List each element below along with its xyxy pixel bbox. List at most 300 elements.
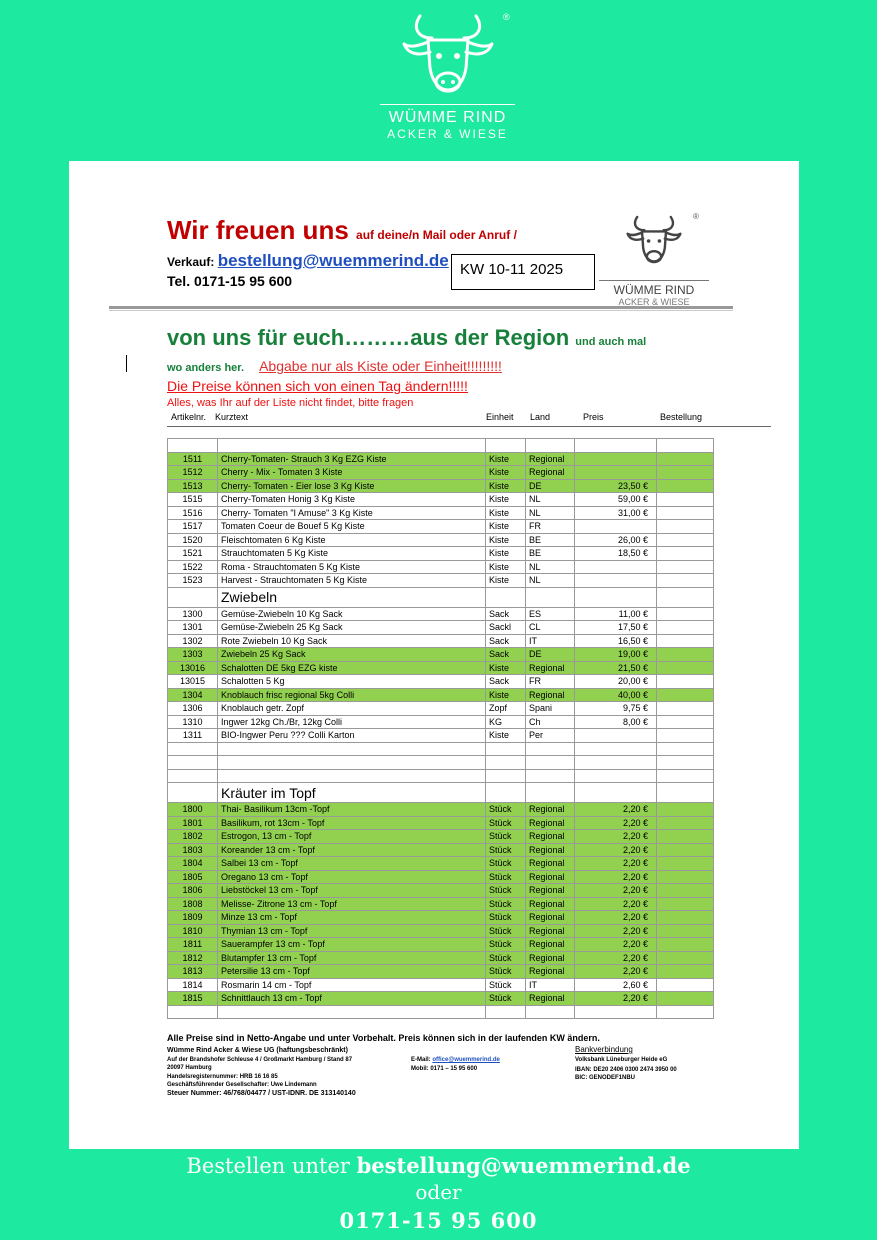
item-origin: Regional	[526, 803, 575, 817]
article-number: 1516	[168, 506, 218, 520]
registered-mark: ®	[503, 12, 510, 22]
item-price: 2,20 €	[575, 951, 657, 965]
item-origin: DE	[526, 479, 575, 493]
table-cell	[486, 1005, 526, 1019]
item-unit: Kiste	[486, 452, 526, 466]
item-origin: Spani	[526, 702, 575, 716]
table-cell[interactable]	[657, 1005, 714, 1019]
item-origin: Regional	[526, 661, 575, 675]
item-price: 2,60 €	[575, 978, 657, 992]
table-cell	[657, 587, 714, 607]
item-origin: Regional	[526, 938, 575, 952]
order-or: oder	[415, 1180, 462, 1204]
item-description: Petersilie 13 cm - Topf	[218, 965, 486, 979]
slogan-line2	[167, 358, 502, 374]
article-number: 1304	[168, 688, 218, 702]
order-quantity-cell[interactable]	[657, 978, 714, 992]
item-description: Thai- Basilikum 13cm -Topf	[218, 803, 486, 817]
table-row	[168, 803, 714, 817]
registered-mark-inline: ®	[693, 212, 699, 221]
order-quantity-cell[interactable]	[657, 843, 714, 857]
item-description: Rosmarin 14 cm - Topf	[218, 978, 486, 992]
price-table-body	[168, 439, 714, 1019]
order-prefix: Bestellen unter	[186, 1154, 350, 1178]
item-description: Knoblauch frisc regional 5kg Colli	[218, 688, 486, 702]
article-number: 1520	[168, 533, 218, 547]
item-unit: Kiste	[486, 661, 526, 675]
item-origin: Regional	[526, 870, 575, 884]
item-origin: Ch	[526, 715, 575, 729]
item-description: Blutampfer 13 cm - Topf	[218, 951, 486, 965]
item-description: Gemüse-Zwiebeln 10 Kg Sack	[218, 607, 486, 621]
table-cell	[486, 783, 526, 803]
article-number: 1513	[168, 479, 218, 493]
item-unit: Zopf	[486, 702, 526, 716]
article-number: 1515	[168, 493, 218, 507]
item-origin: ES	[526, 607, 575, 621]
table-row	[168, 493, 714, 507]
item-description: Thymian 13 cm - Topf	[218, 924, 486, 938]
item-price: 21,50 €	[575, 661, 657, 675]
order-quantity-cell[interactable]	[657, 520, 714, 534]
order-quantity-cell[interactable]	[657, 479, 714, 493]
item-description: Salbei 13 cm - Topf	[218, 857, 486, 871]
item-description: Estrogon, 13 cm - Topf	[218, 830, 486, 844]
order-quantity-cell[interactable]	[657, 951, 714, 965]
item-unit: Stück	[486, 870, 526, 884]
item-origin: Regional	[526, 965, 575, 979]
table-cell	[526, 439, 575, 453]
table-cell	[486, 587, 526, 607]
article-number: 1303	[168, 648, 218, 662]
item-price: 8,00 €	[575, 715, 657, 729]
item-price	[575, 452, 657, 466]
table-cell[interactable]	[657, 439, 714, 453]
company-address: Auf der Brandshofer Schleuse 4 / Großmarkt Hamburg / Stand 87	[167, 1056, 353, 1063]
table-row	[168, 688, 714, 702]
table-row	[168, 992, 714, 1006]
article-number: 1809	[168, 911, 218, 925]
order-quantity-cell[interactable]	[657, 607, 714, 621]
item-price: 11,00 €	[575, 607, 657, 621]
item-origin: NL	[526, 574, 575, 588]
table-cell	[486, 439, 526, 453]
article-number: 1813	[168, 965, 218, 979]
item-origin: IT	[526, 978, 575, 992]
article-number: 1301	[168, 621, 218, 635]
item-price	[575, 560, 657, 574]
order-quantity-cell[interactable]	[657, 992, 714, 1006]
article-number: 1311	[168, 729, 218, 743]
order-quantity-cell[interactable]	[657, 574, 714, 588]
item-price: 2,20 €	[575, 992, 657, 1006]
item-price: 31,00 €	[575, 506, 657, 520]
article-number: 1810	[168, 924, 218, 938]
table-cell	[526, 783, 575, 803]
item-description: Sauerampfer 13 cm - Topf	[218, 938, 486, 952]
item-unit: Sack	[486, 607, 526, 621]
table-cell	[168, 756, 218, 770]
table-row	[168, 924, 714, 938]
title-sub: auf deine/n Mail oder Anruf /	[356, 228, 517, 242]
item-description: Cherry- Tomaten - Eier lose 3 Kg Kiste	[218, 479, 486, 493]
col-land: Land	[530, 412, 551, 422]
order-quantity-cell[interactable]	[657, 466, 714, 480]
article-number: 1811	[168, 938, 218, 952]
company-city: 20097 Hamburg	[167, 1065, 212, 1071]
item-price: 2,20 €	[575, 911, 657, 925]
article-number: 1523	[168, 574, 218, 588]
item-origin: Per	[526, 729, 575, 743]
item-origin: NL	[526, 560, 575, 574]
text-cursor	[126, 355, 127, 372]
item-unit: Stück	[486, 911, 526, 925]
table-row	[168, 965, 714, 979]
order-quantity-cell[interactable]	[657, 506, 714, 520]
cow-head-icon	[398, 10, 498, 102]
item-description: BIO-Ingwer Peru ??? Colli Karton	[218, 729, 486, 743]
order-quantity-cell[interactable]	[657, 661, 714, 675]
item-price: 23,50 €	[575, 479, 657, 493]
company-hrb: Handelsregisternummer: HRB 16 16 85	[167, 1073, 278, 1080]
table-cell[interactable]	[657, 769, 714, 783]
item-description: Cherry- Tomaten "I Amuse" 3 Kg Kiste	[218, 506, 486, 520]
mobile-number: Mobil: 0171 – 15 95 600	[411, 1065, 478, 1072]
table-row	[168, 729, 714, 743]
brand-subtitle-inline: ACKER & WIESE	[618, 297, 690, 305]
table-row	[168, 547, 714, 561]
item-origin: Regional	[526, 924, 575, 938]
article-number: 1302	[168, 634, 218, 648]
item-description: Ingwer 12kg Ch./Br, 12kg Colli	[218, 715, 486, 729]
item-unit: Stück	[486, 924, 526, 938]
item-unit: Stück	[486, 843, 526, 857]
table-row	[168, 715, 714, 729]
item-price: 2,20 €	[575, 897, 657, 911]
article-number: 1517	[168, 520, 218, 534]
article-number: 1805	[168, 870, 218, 884]
item-unit: Kiste	[486, 560, 526, 574]
brand-logo-top	[380, 10, 515, 150]
item-description: Liebstöckel 13 cm - Topf	[218, 884, 486, 898]
empty-row	[168, 769, 714, 783]
table-row	[168, 479, 714, 493]
item-price: 2,20 €	[575, 938, 657, 952]
header-divider	[109, 306, 733, 309]
slogan-sub: und auch mal	[575, 336, 647, 348]
item-unit: Stück	[486, 951, 526, 965]
table-cell[interactable]	[657, 742, 714, 756]
table-row	[168, 533, 714, 547]
item-origin: Regional	[526, 857, 575, 871]
order-email-link[interactable]: bestellung@wuemmerind.de	[217, 251, 449, 270]
article-number: 1310	[168, 715, 218, 729]
order-quantity-cell[interactable]	[657, 493, 714, 507]
order-quantity-cell[interactable]	[657, 924, 714, 938]
article-number: 1511	[168, 452, 218, 466]
table-row	[168, 870, 714, 884]
email-label: E-Mail:	[411, 1057, 431, 1063]
item-origin: NL	[526, 493, 575, 507]
title-main: Wir freuen uns	[167, 215, 349, 245]
item-unit: Kiste	[486, 520, 526, 534]
article-number: 13015	[168, 675, 218, 689]
item-description: Melisse- Zitrone 13 cm - Topf	[218, 897, 486, 911]
table-cell	[218, 769, 486, 783]
article-number: 1522	[168, 560, 218, 574]
item-origin: Regional	[526, 897, 575, 911]
col-einheit: Einheit	[486, 412, 514, 422]
table-row	[168, 897, 714, 911]
wo-anders-text: wo anders her.	[167, 362, 245, 374]
company-name: Wümme Rind Acker & Wiese UG (haftungsbeschränkt)	[167, 1047, 348, 1054]
item-unit: Stück	[486, 884, 526, 898]
article-number: 1802	[168, 830, 218, 844]
order-quantity-cell[interactable]	[657, 911, 714, 925]
section-title: Zwiebeln	[218, 587, 486, 607]
article-number: 1800	[168, 803, 218, 817]
item-price: 2,20 €	[575, 924, 657, 938]
section-header-row	[168, 783, 714, 803]
sales-contact	[167, 251, 449, 271]
table-row	[168, 621, 714, 635]
item-price: 19,00 €	[575, 648, 657, 662]
table-row	[168, 702, 714, 716]
table-row	[168, 661, 714, 675]
item-price: 2,20 €	[575, 857, 657, 871]
item-description: Roma - Strauchtomaten 5 Kg Kiste	[218, 560, 486, 574]
order-quantity-cell[interactable]	[657, 547, 714, 561]
table-row	[168, 938, 714, 952]
item-origin: BE	[526, 533, 575, 547]
order-quantity-cell[interactable]	[657, 634, 714, 648]
article-number: 1521	[168, 547, 218, 561]
item-origin: Regional	[526, 688, 575, 702]
item-origin: CL	[526, 621, 575, 635]
table-cell	[575, 439, 657, 453]
order-quantity-cell[interactable]	[657, 897, 714, 911]
table-cell	[575, 587, 657, 607]
table-cell	[218, 742, 486, 756]
brand-name-inline: WÜMME RIND	[599, 280, 709, 297]
table-row	[168, 466, 714, 480]
item-description: Cherry-Tomaten Honig 3 Kg Kiste	[218, 493, 486, 507]
footer-company-block	[167, 1047, 356, 1098]
order-quantity-cell[interactable]	[657, 830, 714, 844]
table-cell	[575, 756, 657, 770]
table-cell	[486, 756, 526, 770]
article-number: 1801	[168, 816, 218, 830]
item-description: Schalotten 5 Kg	[218, 675, 486, 689]
table-cell	[486, 742, 526, 756]
order-quantity-cell[interactable]	[657, 938, 714, 952]
bank-name: Volksbank Lüneburger Heide eG	[575, 1057, 668, 1063]
item-price: 9,75 €	[575, 702, 657, 716]
item-unit: Sack	[486, 634, 526, 648]
price-list-document	[69, 161, 799, 1149]
item-origin: FR	[526, 675, 575, 689]
order-quantity-cell[interactable]	[657, 816, 714, 830]
item-origin: Regional	[526, 466, 575, 480]
item-price	[575, 574, 657, 588]
section-title: Kräuter im Topf	[218, 783, 486, 803]
item-origin: Regional	[526, 911, 575, 925]
footer-bank-block	[575, 1056, 677, 1083]
company-tax: Steuer Nummer: 46/768/04477 / UST-IDNR. DE 313140140	[167, 1089, 356, 1097]
item-description: Koreander 13 cm - Topf	[218, 843, 486, 857]
item-unit: Stück	[486, 992, 526, 1006]
table-row	[168, 884, 714, 898]
item-price: 2,20 €	[575, 843, 657, 857]
order-quantity-cell[interactable]	[657, 729, 714, 743]
item-price: 59,00 €	[575, 493, 657, 507]
order-quantity-cell[interactable]	[657, 870, 714, 884]
footer-disclaimer: Alle Preise sind in Netto-Angabe und unter Vorbehalt. Preis können sich in der laufenden KW ändern.	[167, 1033, 600, 1043]
price-change-note: Die Preise können sich von einen Tag ändern!!!!!	[167, 378, 468, 394]
order-quantity-cell[interactable]	[657, 884, 714, 898]
item-price	[575, 466, 657, 480]
table-row	[168, 857, 714, 871]
item-unit: Stück	[486, 965, 526, 979]
order-quantity-cell[interactable]	[657, 560, 714, 574]
order-quantity-cell[interactable]	[657, 675, 714, 689]
table-row	[168, 648, 714, 662]
empty-row	[168, 742, 714, 756]
item-unit: Kiste	[486, 547, 526, 561]
item-price	[575, 520, 657, 534]
table-cell	[526, 769, 575, 783]
order-phone[interactable]: 0171-15 95 600	[339, 1208, 538, 1233]
bank-bic: BIC: GENODEF1NBU	[575, 1075, 636, 1081]
office-email-link[interactable]: office@wuemmerind.de	[432, 1057, 500, 1063]
article-number: 1804	[168, 857, 218, 871]
footer-contact-block	[411, 1056, 500, 1073]
item-description: Basilikum, rot 13cm - Topf	[218, 816, 486, 830]
section-header-row	[168, 587, 714, 607]
order-quantity-cell[interactable]	[657, 533, 714, 547]
table-row	[168, 830, 714, 844]
table-row	[168, 978, 714, 992]
item-description: Zwiebeln 25 Kg Sack	[218, 648, 486, 662]
table-cell	[168, 783, 218, 803]
item-price: 2,20 €	[575, 965, 657, 979]
table-row	[168, 634, 714, 648]
order-quantity-cell[interactable]	[657, 452, 714, 466]
item-origin: DE	[526, 648, 575, 662]
item-description: Rote Zwiebeln 10 Kg Sack	[218, 634, 486, 648]
table-row	[168, 951, 714, 965]
company-gf: Geschäftsführender Gesellschafter: Uwe Lindemann	[167, 1082, 317, 1088]
item-origin: IT	[526, 634, 575, 648]
empty-row	[168, 756, 714, 770]
item-origin: NL	[526, 506, 575, 520]
verkauf-label: Verkauf:	[167, 255, 215, 269]
item-description: Gemüse-Zwiebeln 25 Kg Sack	[218, 621, 486, 635]
item-price: 18,50 €	[575, 547, 657, 561]
item-unit: Kiste	[486, 506, 526, 520]
item-description: Fleischtomaten 6 Kg Kiste	[218, 533, 486, 547]
item-description: Schalotten DE 5kg EZG kiste	[218, 661, 486, 675]
table-cell	[168, 587, 218, 607]
table-cell	[168, 439, 218, 453]
item-unit: KG	[486, 715, 526, 729]
item-unit: Kiste	[486, 479, 526, 493]
table-row	[168, 520, 714, 534]
item-unit: Stück	[486, 803, 526, 817]
item-description: Knoblauch getr. Zopf	[218, 702, 486, 716]
header-divider-shadow	[109, 310, 733, 311]
item-origin: Regional	[526, 951, 575, 965]
item-origin: BE	[526, 547, 575, 561]
table-cell	[575, 1005, 657, 1019]
slogan	[167, 325, 646, 351]
brand-name: WÜMME RIND	[380, 104, 515, 127]
article-number: 1814	[168, 978, 218, 992]
table-cell	[526, 756, 575, 770]
order-quantity-cell[interactable]	[657, 702, 714, 716]
bank-iban: IBAN: DE20 2406 0300 2474 3950 00	[575, 1066, 677, 1073]
brand-logo-inline	[599, 209, 709, 313]
order-email[interactable]: bestellung@wuemmerind.de	[356, 1153, 691, 1178]
order-quantity-cell[interactable]	[657, 965, 714, 979]
table-cell	[218, 756, 486, 770]
col-kurztext: Kurztext	[215, 412, 249, 422]
item-unit: Kiste	[486, 533, 526, 547]
item-origin: FR	[526, 520, 575, 534]
item-unit: Sack	[486, 648, 526, 662]
article-number: 1808	[168, 897, 218, 911]
order-quantity-cell[interactable]	[657, 688, 714, 702]
table-cell	[575, 769, 657, 783]
table-cell	[657, 783, 714, 803]
article-number: 1803	[168, 843, 218, 857]
order-quantity-cell[interactable]	[657, 621, 714, 635]
order-quantity-cell[interactable]	[657, 715, 714, 729]
article-number: 1306	[168, 702, 218, 716]
item-origin: Regional	[526, 884, 575, 898]
item-price: 17,50 €	[575, 621, 657, 635]
table-column-headers	[167, 410, 771, 427]
table-row	[168, 607, 714, 621]
table-cell	[526, 587, 575, 607]
table-row	[168, 843, 714, 857]
table-row	[168, 911, 714, 925]
item-price: 26,00 €	[575, 533, 657, 547]
table-cell	[526, 1005, 575, 1019]
table-cell	[218, 1005, 486, 1019]
col-preis: Preis	[583, 412, 604, 422]
article-number: 1812	[168, 951, 218, 965]
empty-row	[168, 439, 714, 453]
item-price: 16,50 €	[575, 634, 657, 648]
cow-head-icon	[624, 209, 684, 273]
table-cell[interactable]	[657, 756, 714, 770]
item-description: Harvest - Strauchtomaten 5 Kg Kiste	[218, 574, 486, 588]
table-row	[168, 560, 714, 574]
item-unit: Kiste	[486, 466, 526, 480]
order-quantity-cell[interactable]	[657, 803, 714, 817]
table-row	[168, 452, 714, 466]
item-price: 2,20 €	[575, 884, 657, 898]
item-unit: Stück	[486, 897, 526, 911]
item-description: Tomaten Coeur de Bouef 5 Kg Kiste	[218, 520, 486, 534]
col-artikelnr: Artikelnr.	[171, 412, 207, 422]
item-description: Schnittlauch 13 cm - Topf	[218, 992, 486, 1006]
order-quantity-cell[interactable]	[657, 857, 714, 871]
table-row	[168, 675, 714, 689]
order-quantity-cell[interactable]	[657, 648, 714, 662]
item-unit: Kiste	[486, 729, 526, 743]
